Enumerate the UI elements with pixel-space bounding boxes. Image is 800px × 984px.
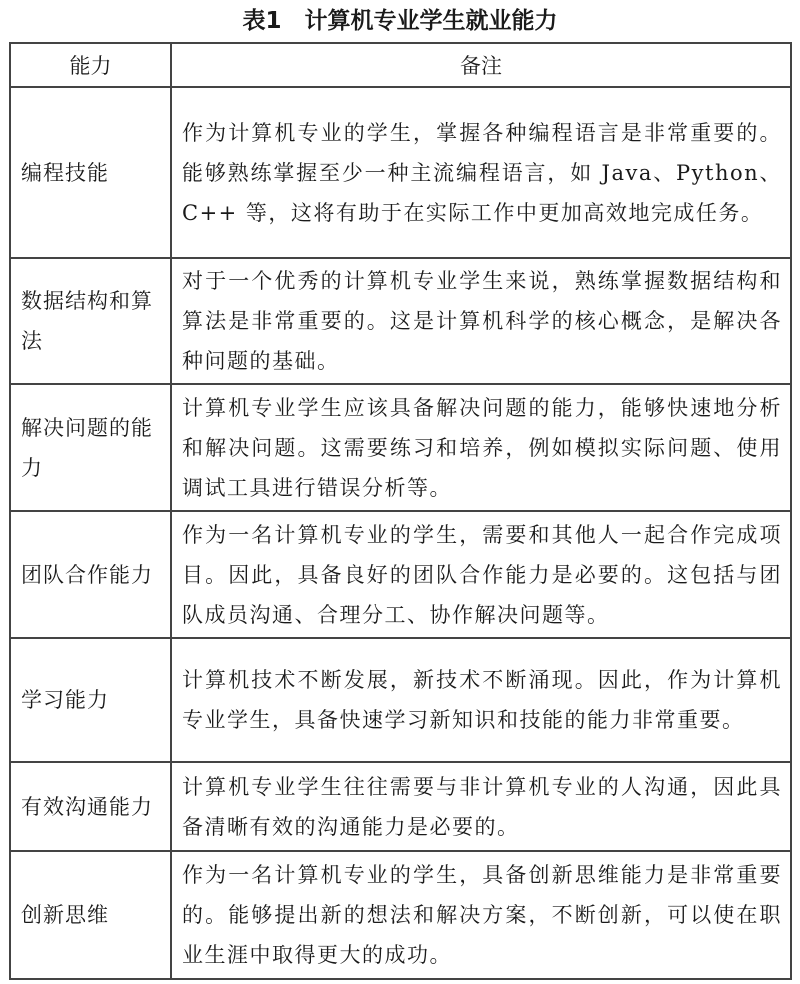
ability-cell: 有效沟通能力 <box>10 762 171 851</box>
table-row <box>10 511 791 638</box>
ability-cell: 编程技能 <box>10 87 171 258</box>
table-row <box>10 87 791 258</box>
note-cell: 作为一名计算机专业的学生，需要和其他人一起合作完成项目。因此，具备良好的团队合作能力是必要的。这包括与团队成员沟通、合理分工、协作解决问题等。 <box>171 511 791 638</box>
ability-cell: 创新思维 <box>10 851 171 979</box>
note-cell: 作为一名计算机专业的学生，具备创新思维能力是非常重要的。能够提出新的想法和解决方案，不断创新，可以使在职业生涯中取得更大的成功。 <box>171 851 791 979</box>
ability-cell: 学习能力 <box>10 638 171 762</box>
note-cell: 计算机专业学生往往需要与非计算机专业的人沟通，因此具备清晰有效的沟通能力是必要的。 <box>171 762 791 851</box>
note-cell: 计算机技术不断发展，新技术不断涌现。因此，作为计算机专业学生，具备快速学习新知识和技能的能力非常重要。 <box>171 638 791 762</box>
ability-cell: 数据结构和算法 <box>10 258 171 384</box>
table-header-row <box>10 43 791 87</box>
header-ability: 能力 <box>10 43 171 87</box>
header-note: 备注 <box>171 43 791 87</box>
note-cell: 对于一个优秀的计算机专业学生来说，熟练掌握数据结构和算法是非常重要的。这是计算机科学的核心概念，是解决各种问题的基础。 <box>171 258 791 384</box>
abilities-table <box>9 42 792 980</box>
note-cell: 计算机专业学生应该具备解决问题的能力，能够快速地分析和解决问题。这需要练习和培养，例如模拟实际问题、使用调试工具进行错误分析等。 <box>171 384 791 511</box>
table-row <box>10 258 791 384</box>
note-cell: 作为计算机专业的学生，掌握各种编程语言是非常重要的。能够熟练掌握至少一种主流编程语言，如 Java、Python、C++ 等，这将有助于在实际工作中更加高效地完成任务。 <box>171 87 791 258</box>
table-row <box>10 762 791 851</box>
table-title: 表1 计算机专业学生就业能力 <box>242 8 558 34</box>
table-row <box>10 851 791 979</box>
table-row <box>10 384 791 511</box>
ability-cell: 解决问题的能力 <box>10 384 171 511</box>
table-row <box>10 638 791 762</box>
ability-cell: 团队合作能力 <box>10 511 171 638</box>
